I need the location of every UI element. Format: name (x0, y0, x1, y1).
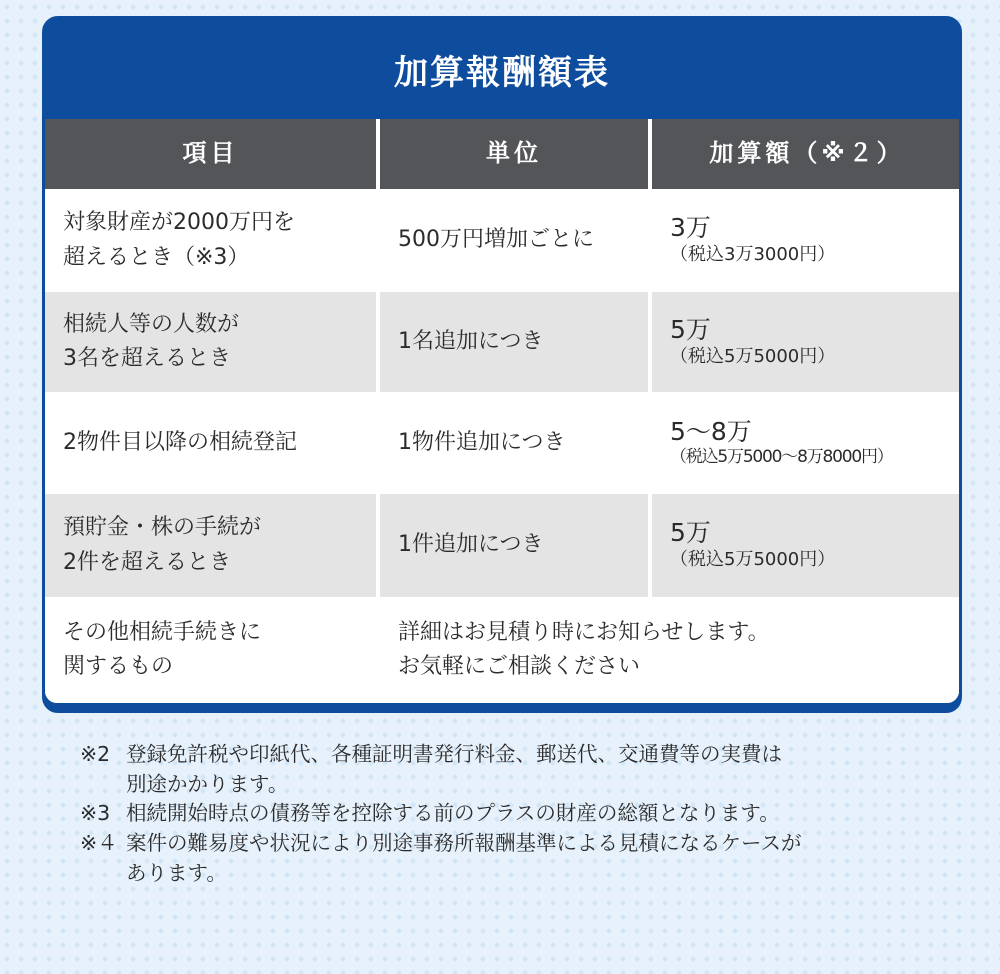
row-2-unit-text: 1名追加につき (398, 328, 544, 354)
row-4-item (45, 494, 376, 597)
row-3-unit (380, 392, 648, 494)
footnote-line: 登録免許税や印紙代、各種証明書発行料金、郵送代、交通費等の実費は (126, 742, 782, 766)
row-2-item (45, 292, 376, 392)
footnote-text (126, 799, 960, 829)
row-3-amount (652, 392, 959, 494)
footnote-mark: ※４ (80, 831, 118, 856)
row-5-details (380, 597, 959, 703)
row-1-item-line-1: 対象財産が2000万円を (63, 210, 295, 236)
row-5-item-line-1: その他相続手続きに (63, 619, 262, 645)
footnote-mark: ※3 (80, 801, 111, 826)
row-3-unit-text: 1物件追加につき (398, 429, 566, 455)
row-1-unit-text: 500万円増加ごとに (398, 227, 594, 253)
header-unit: 単位 (380, 119, 648, 189)
footnote-line: 別途かかります。 (126, 771, 289, 796)
row-3-item (45, 392, 376, 494)
row-5-item-line-2: 関するもの (63, 654, 174, 679)
table-title: 加算報酬額表 (394, 52, 610, 93)
row-3-amount-tax: （税込5万5000〜8万8000円） (670, 447, 893, 468)
row-1-amount (652, 189, 959, 292)
row-1-item-line-2: 超えるとき（※3） (63, 244, 250, 270)
row-3-amount-value: 5〜8万 (670, 416, 752, 446)
row-1-item (45, 189, 376, 292)
header-item: 項目 (45, 119, 376, 189)
row-2-item-line-1: 相続人等の人数が (63, 311, 240, 337)
row-1-amount-tax: （税込3万3000円） (670, 244, 836, 266)
footnote-3 (80, 799, 960, 829)
header-amount: 加算額（※２） (652, 119, 959, 189)
row-4-item-line-1: 預貯金・株の手続が (63, 515, 262, 541)
row-2-unit (380, 292, 648, 392)
footnote-text (126, 740, 960, 799)
row-5-details-line-1: 詳細はお見積り時にお知らせします。 (398, 619, 770, 645)
row-5-details-line-2: お気軽にご相談ください (398, 654, 641, 679)
row-1-amount-value: 3万 (670, 213, 711, 243)
row-2-amount (652, 292, 959, 392)
fee-table (45, 119, 959, 703)
footnote-2 (80, 740, 960, 799)
row-2-amount-value: 5万 (670, 314, 711, 344)
row-2-item-line-2: 3名を超えるとき (63, 346, 231, 371)
footnote-line: 相続開始時点の債務等を控除する前のプラスの財産の総額となります。 (126, 801, 780, 826)
footnote-text (126, 829, 960, 888)
footnote-line: あります。 (126, 860, 227, 885)
fee-table-panel (42, 16, 962, 713)
row-3-item-line-1: 2物件目以降の相続登記 (63, 429, 297, 455)
footnotes (80, 740, 960, 889)
row-2-amount-tax: （税込5万5000円） (670, 345, 836, 367)
row-4-unit (380, 494, 648, 597)
footnote-4 (80, 829, 960, 888)
row-4-amount-value: 5万 (670, 518, 711, 548)
row-4-amount-tax: （税込5万5000円） (670, 549, 836, 571)
row-4-item-line-2: 2件を超えるとき (63, 549, 231, 575)
row-1-unit (380, 189, 648, 292)
row-5-item (45, 597, 376, 703)
footnote-line: 案件の難易度や状況により別途事務所報酬基準による見積になるケースが (126, 831, 802, 856)
row-4-unit-text: 1件追加につき (398, 532, 544, 558)
footnote-mark: ※2 (80, 742, 111, 766)
row-4-amount (652, 494, 959, 597)
